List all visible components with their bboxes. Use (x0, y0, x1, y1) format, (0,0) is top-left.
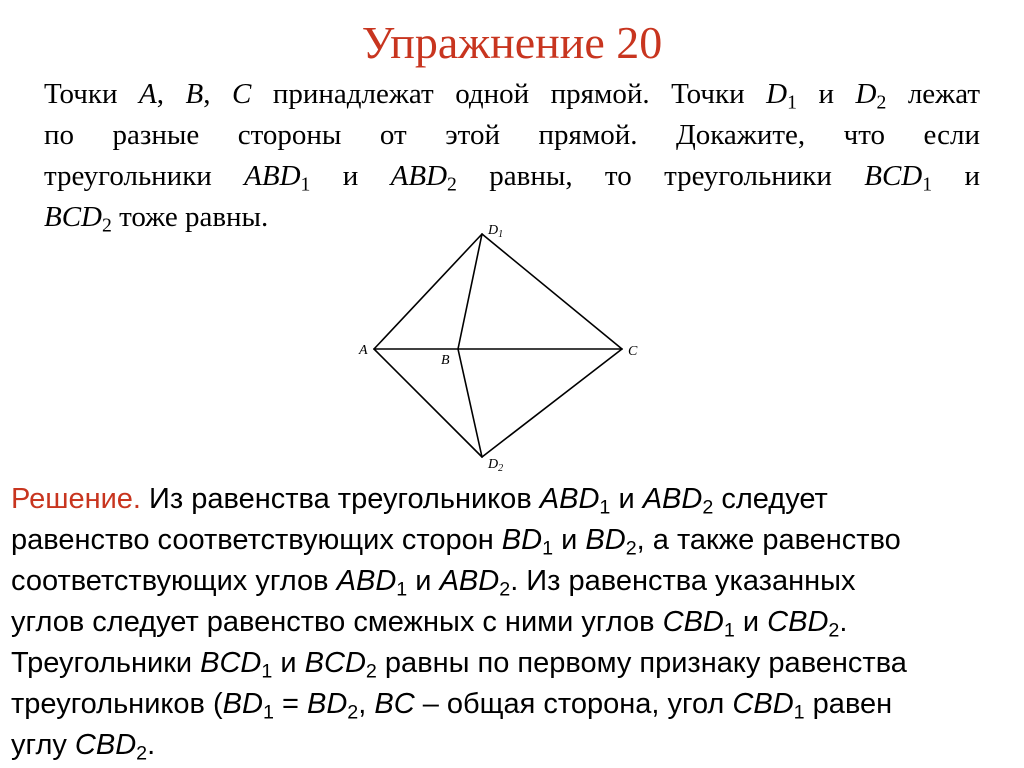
segment-a-d1 (374, 234, 482, 349)
label-point-c: C (628, 344, 638, 359)
label-point-d1: $D_1$ (488, 223, 504, 240)
label-point-d2: $D_2$ (488, 457, 504, 474)
label-point-b: B (441, 353, 450, 368)
problem-line-3: треугольники $ABD_1$ и $ABD_2$ равны, то треугольники $BCD_1$ и (44, 160, 980, 196)
segment-d1-c (482, 234, 622, 349)
solution-line-6: треугольников ($BD_1 = BD_2$, BC – общая сторона, угол $CBD_1$ равен (11, 688, 893, 724)
problem-line-1: Точки A, B, C принадлежат одной прямой. Точки $D_1$ и $D_2$ лежат (44, 78, 980, 114)
solution-label: Решение. (11, 483, 141, 515)
solution-line-1: Решение. Из равенства треугольников $ABD_1$ и $ABD_2$ следует (11, 483, 828, 519)
segment-b-d1 (458, 234, 482, 349)
solution-line-7: углу $CBD_2$. (11, 729, 156, 765)
solution-line-5: Треугольники $BCD_1$ и $BCD_2$ равны по первому признаку равенства (11, 647, 907, 683)
problem-line-2: по разные стороны от этой прямой. Докажите, что если (44, 119, 980, 151)
solution-line-3: соответствующих углов $ABD_1$ и $ABD_2$. Из равенства указанных (11, 565, 856, 601)
solution-text (11, 479, 1011, 766)
slide-title: Упражнение 20 (361, 17, 663, 68)
segment-a-d2 (374, 349, 482, 457)
problem-line-4: $BCD_2$ тоже равны. (44, 201, 269, 237)
segment-b-d2 (458, 349, 482, 457)
problem-statement (44, 74, 980, 238)
label-point-a: A (359, 343, 368, 358)
solution-line-4: углов следует равенство смежных с ними углов $CBD_1$ и $CBD_2$. (11, 606, 848, 642)
solution-line-2: равенство соответствующих сторон $BD_1$ и $BD_2$, а также равенство (11, 524, 901, 560)
segment-d2-c (482, 349, 622, 457)
geometry-figure (348, 218, 648, 480)
